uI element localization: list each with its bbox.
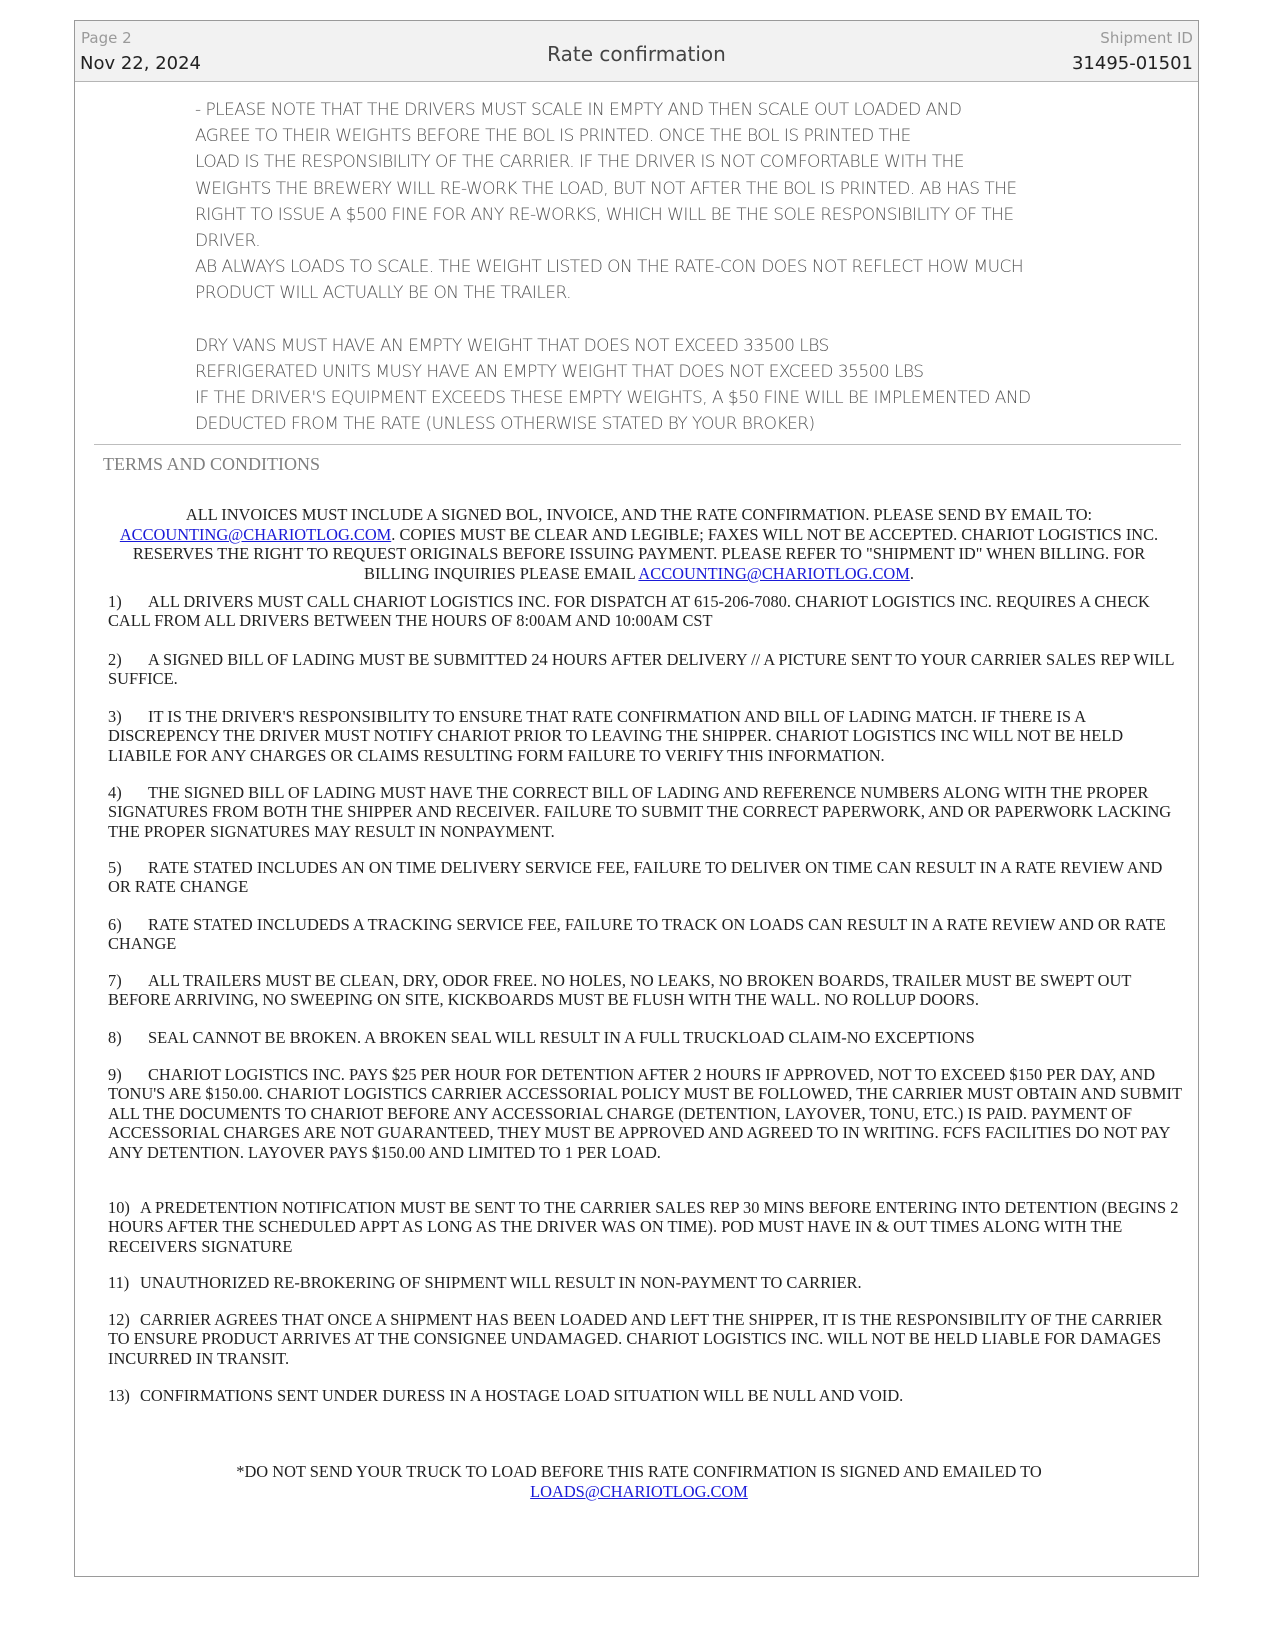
page-header xyxy=(75,21,1198,82)
term-item xyxy=(108,650,1183,689)
billing-text: ALL INVOICES MUST INCLUDE A SIGNED BOL, INVOICE, AND THE RATE CONFIRMATION. PLEASE SEND BY EMAIL TO: xyxy=(185,505,1093,524)
term-number: 1) xyxy=(108,592,122,611)
page-number: Page 2 xyxy=(81,29,132,47)
shipment-id: 31495-01501 xyxy=(1071,53,1193,74)
note-line: RIGHT TO ISSUE A $500 FINE FOR ANY RE-WORKS, WHICH WILL BE THE SOLE RESPONSIBILITY OF THE xyxy=(195,204,1014,225)
term-item xyxy=(108,1310,1183,1368)
signing-notice-text: *DO NOT SEND YOUR TRUCK TO LOAD BEFORE THIS RATE CONFIRMATION IS SIGNED AND EMAILED TO xyxy=(236,1462,1042,1481)
term-text: THE SIGNED BILL OF LADING MUST HAVE THE CORRECT BILL OF LADING AND REFERENCE NUMBERS ALONG WITH THE PROPER SIGNATURES FROM BOTH THE SHIPPER AND RECEIVER. FAILURE TO SUBMIT THE CORRECT PAPERWORK, AND OR PAPERWORK LACKING THE PROPER SIGNATURES MAY RESULT IN NONPAYMENT. xyxy=(108,783,1172,841)
term-number: 7) xyxy=(108,971,122,990)
term-text: RATE STATED INCLUDES AN ON TIME DELIVERY SERVICE FEE, FAILURE TO DELIVER ON TIME CAN RESULT IN A RATE REVIEW AND OR RATE CHANGE xyxy=(108,858,1163,897)
term-text: A PREDETENTION NOTIFICATION MUST BE SENT TO THE CARRIER SALES REP 30 MINS BEFORE ENTERING INTO DETENTION (BEGINS 2 HOURS AFTER THE SCHEDULED APPT AS LONG AS THE DRIVER WAS ON TIME). POD MUST HAVE IN & OUT TIMES ALONG WITH THE RECEIVERS SIGNATURE xyxy=(108,1198,1179,1256)
term-number: 10) xyxy=(108,1198,130,1217)
term-item xyxy=(108,915,1183,954)
note-line: DRY VANS MUST HAVE AN EMPTY WEIGHT THAT DOES NOT EXCEED 33500 LBS xyxy=(195,335,829,356)
term-number: 3) xyxy=(108,707,122,726)
term-item xyxy=(108,971,1183,1010)
term-number: 11) xyxy=(108,1273,130,1292)
term-text: SEAL CANNOT BE BROKEN. A BROKEN SEAL WILL RESULT IN A FULL TRUCKLOAD CLAIM-NO EXCEPTIONS xyxy=(148,1028,975,1047)
term-number: 8) xyxy=(108,1028,122,1047)
note-line: DEDUCTED FROM THE RATE (UNLESS OTHERWISE STATED BY YOUR BROKER) xyxy=(195,414,815,435)
term-number: 9) xyxy=(108,1065,122,1084)
document-date: Nov 22, 2024 xyxy=(80,53,202,74)
note-line: IF THE DRIVER'S EQUIPMENT EXCEEDS THESE EMPTY WEIGHTS, A $50 FINE WILL BE IMPLEMENTED AND xyxy=(195,388,1031,409)
term-number: 6) xyxy=(108,915,122,934)
loads-email-link[interactable]: LOADS@CHARIOTLOG.COM xyxy=(530,1482,748,1501)
term-text: ALL TRAILERS MUST BE CLEAN, DRY, ODOR FREE. NO HOLES, NO LEAKS, NO BROKEN BOARDS, TRAILER MUST BE SWEPT OUT BEFORE ARRIVING, NO SWEEPING ON SITE, KICKBOARDS MUST BE FLUSH WITH THE WALL. NO ROLLUP DOORS. xyxy=(108,971,1132,1010)
page-title: Rate confirmation xyxy=(547,42,726,66)
shipment-id-label: Shipment ID xyxy=(1100,29,1193,47)
accounting-email-link[interactable]: ACCOUNTING@CHARIOTLOG.COM xyxy=(638,564,910,584)
term-text: ALL DRIVERS MUST CALL CHARIOT LOGISTICS INC. FOR DISPATCH AT 615-206-7080. CHARIOT LOGISTICS INC. REQUIRES A CHECK CALL FROM ALL DRIVERS BETWEEN THE HOURS OF 8:00AM AND 10:00AM CST xyxy=(108,592,1150,631)
term-item xyxy=(108,1065,1183,1162)
term-item xyxy=(108,707,1183,765)
note-line: LOAD IS THE RESPONSIBILITY OF THE CARRIER. IF THE DRIVER IS NOT COMFORTABLE WITH THE xyxy=(195,152,964,173)
terms-heading: TERMS AND CONDITIONS xyxy=(103,454,321,474)
accounting-email-link[interactable]: ACCOUNTING@CHARIOTLOG.COM xyxy=(119,524,392,544)
billing-text: . COPIES MUST BE CLEAR AND LEGIBLE; FAXES WILL NOT BE ACCEPTED. CHARIOT LOGISTICS INC. RESERVES THE RIGHT TO REQUEST ORIGINALS BEFORE ISSUING PAYMENT. PLEASE REFER TO "SHIPMENT ID" WHEN BILLING. FOR BILLING INQUIRIES PLEASE EMAIL xyxy=(132,524,1159,584)
term-number: 13) xyxy=(108,1386,130,1405)
term-number: 5) xyxy=(108,858,122,877)
term-item xyxy=(108,858,1183,897)
term-text: CONFIRMATIONS SENT UNDER DURESS IN A HOSTAGE LOAD SITUATION WILL BE NULL AND VOID. xyxy=(140,1386,904,1405)
term-item xyxy=(108,592,1183,631)
note-line: AB ALWAYS LOADS TO SCALE. THE WEIGHT LISTED ON THE RATE-CON DOES NOT REFLECT HOW MUCH xyxy=(195,257,1024,278)
billing-instructions xyxy=(115,505,1163,584)
term-item xyxy=(108,783,1183,841)
note-line: PRODUCT WILL ACTUALLY BE ON THE TRAILER. xyxy=(195,283,571,304)
note-line: AGREE TO THEIR WEIGHTS BEFORE THE BOL IS PRINTED. ONCE THE BOL IS PRINTED THE xyxy=(195,126,911,147)
term-item xyxy=(108,1028,1183,1047)
term-number: 12) xyxy=(108,1310,130,1329)
section-divider xyxy=(94,444,1181,445)
note-line: REFRIGERATED UNITS MUSY HAVE AN EMPTY WEIGHT THAT DOES NOT EXCEED 35500 LBS xyxy=(195,361,924,382)
term-item xyxy=(108,1273,1183,1292)
term-text: IT IS THE DRIVER'S RESPONSIBILITY TO ENSURE THAT RATE CONFIRMATION AND BILL OF LADING MATCH. IF THERE IS A DISCREPENCY THE DRIVER MUST NOTIFY CHARIOT PRIOR TO LEAVING THE SHIPPER. CHARIOT LOGISTICS INC WILL NOT BE HELD LIABILE FOR ANY CHARGES OR CLAIMS RESULTING FORM FAILURE TO VERIFY THIS INFORMATION. xyxy=(108,707,1124,765)
note-line: WEIGHTS THE BREWERY WILL RE-WORK THE LOAD, BUT NOT AFTER THE BOL IS PRINTED. AB HAS THE xyxy=(195,178,1017,199)
term-text: CHARIOT LOGISTICS INC. PAYS $25 PER HOUR FOR DETENTION AFTER 2 HOURS IF APPROVED, NOT TO EXCEED $150 PER DAY, AND TONU'S ARE $150.00. CHARIOT LOGISTICS CARRIER ACCESSORIAL POLICY MUST BE FOLLOWED, THE CARRIER MUST OBTAIN AND SUBMIT ALL THE DOCUMENTS TO CHARIOT BEFORE ANY ACCESSORIAL CHARGE (DETENTION, LAYOVER, TONU, ETC.) IS PAID. PAYMENT OF ACCESSORIAL CHARGES ARE NOT GUARANTEED, THEY MUST BE APPROVED AND AGREED TO IN WRITING. FCFS FACILITIES DO NOT PAY ANY DETENTION. LAYOVER PAYS $150.00 AND LIMITED TO 1 PER LOAD. xyxy=(108,1065,1182,1162)
document-frame xyxy=(74,20,1199,1577)
note-line: DRIVER. xyxy=(195,231,261,252)
special-instructions xyxy=(195,97,1195,437)
spacer xyxy=(195,307,1195,333)
term-text: UNAUTHORIZED RE-BROKERING OF SHIPMENT WILL RESULT IN NON-PAYMENT TO CARRIER. xyxy=(140,1273,862,1292)
term-number: 4) xyxy=(108,783,122,802)
term-item xyxy=(108,1386,1183,1405)
term-item xyxy=(108,1198,1183,1256)
billing-text: . xyxy=(909,564,914,584)
note-line: - PLEASE NOTE THAT THE DRIVERS MUST SCALE IN EMPTY AND THEN SCALE OUT LOADED AND xyxy=(195,100,962,120)
term-number: 2) xyxy=(108,650,122,669)
term-text: A SIGNED BILL OF LADING MUST BE SUBMITTED 24 HOURS AFTER DELIVERY // A PICTURE SENT TO YOUR CARRIER SALES REP WILL SUFFICE. xyxy=(108,650,1174,689)
term-text: CARRIER AGREES THAT ONCE A SHIPMENT HAS BEEN LOADED AND LEFT THE SHIPPER, IT IS THE RESPONSIBILITY OF THE CARRIER TO ENSURE PRODUCT ARRIVES AT THE CONSIGNEE UNDAMAGED. CHARIOT LOGISTICS INC. WILL NOT BE HELD LIABLE FOR DAMAGES INCURRED IN TRANSIT. xyxy=(108,1310,1163,1368)
term-text: RATE STATED INCLUDEDS A TRACKING SERVICE FEE, FAILURE TO TRACK ON LOADS CAN RESULT IN A RATE REVIEW AND OR RATE CHANGE xyxy=(108,915,1166,954)
signing-notice xyxy=(115,1462,1163,1502)
